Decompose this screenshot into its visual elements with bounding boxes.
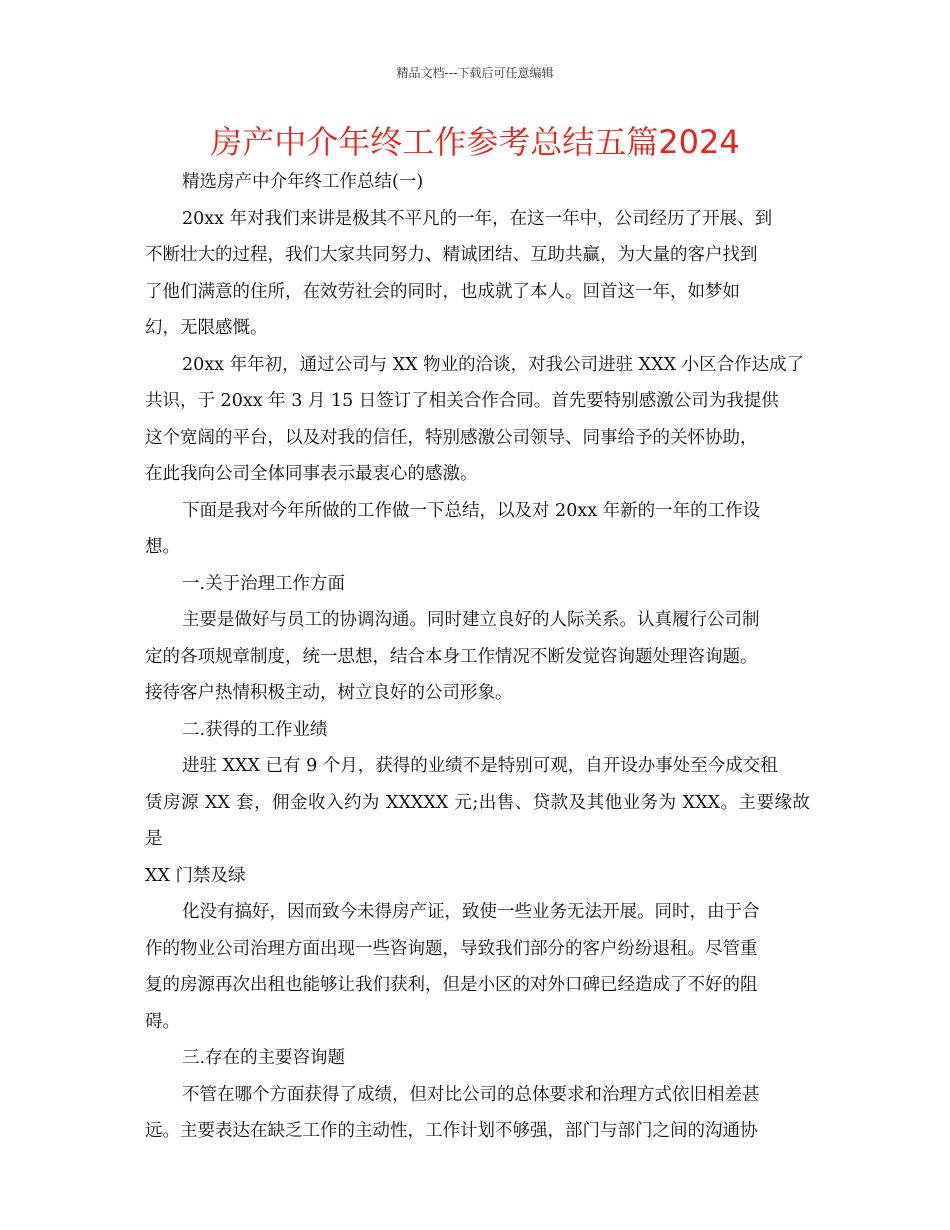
paragraph-greening: 化没有搞好，因而致今未得房产证，致使一些业务无法开展。同时，由于合 作的物业公司治理方面出现一些咨询题，导致我们部分的客户纷纷退租。尽管重 复的房源再次出租也能够让我们获利，但是小区的对外口碑已经造成了不好的阻 碍。 [145,902,760,1032]
section-heading-management: 一.关于治理工作方面 [182,573,346,594]
paragraph-achievements: 进驻 XXX 已有 9 个月，获得的业绩不是特别可观，自开设办事处至今成交租 赁房源 XX 套，佣金收入约为 XXXXX 元;出售、贷款及其他业务为 XXX。主要缘故是 XX 门禁及绿 [145,756,810,886]
paragraph-management: 主要是做好与员工的协调沟通。同时建立良好的人际关系。认真履行公司制 定的各项规章制度，统一思想，结合本身工作情况不断发觉咨询题处理咨询题。 接待客户热情积极主动，树立良好的公司形象。 [145,610,760,703]
paragraph-problems: 不管在哪个方面获得了成绩，但对比公司的总体要求和治理方式依旧相差甚 远。主要表达在缺乏工作的主动性，工作计划不够强，部门与部门之间的沟通协 [145,1084,760,1141]
document-title: 房产中介年终工作参考总结五篇2024 [210,123,740,161]
section-heading-problems: 三.存在的主要咨询题 [182,1048,346,1068]
section-heading-achievements: 二.获得的工作业绩 [182,719,328,740]
paragraph-section-heading-1: 精选房产中介年终工作总结(一) [182,172,424,192]
paragraph-summary-intro: 下面是我对今年所做的工作做一下总结，以及对 20xx 年新的一年的工作设 想。 [145,500,761,557]
header-note: 精品文档---下载后可任意编辑 [396,66,554,80]
paragraph-cooperation: 20xx 年年初，通过公司与 XX 物业的洽谈，对我公司进驻 XXX 小区合作达成了 共识，于 20xx 年 3 月 15 日签订了相关合作合同。首先要特别感激公司为我提供 这个宽阔的平台，以及对我的信任，特别感激公司领导、同事给予的关怀协助， 在此我向公司全体同事表示最衷心的感激。 [145,354,805,484]
paragraph-intro: 20xx 年对我们来讲是极其不平凡的一年，在这一年中，公司经历了开展、到 不断壮大的过程，我们大家共同努力、精诚团结、互助共赢，为大量的客户找到 了他们满意的住所，在效劳社会的同时，也成就了本人。回首这一年，如梦如 幻，无限感慨。 [145,208,773,338]
document-body [145,164,810,1150]
